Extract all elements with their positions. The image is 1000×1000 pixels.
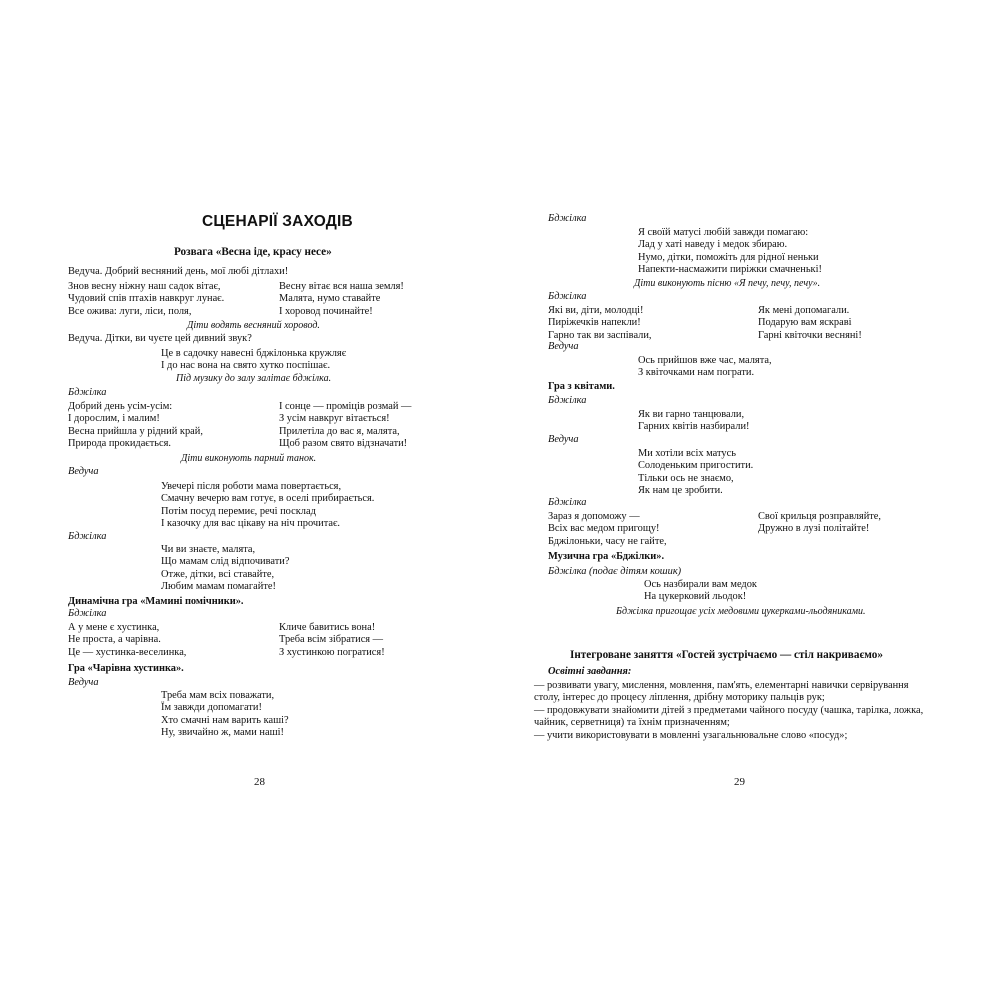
speaker-host-2: Ведуча [548, 434, 579, 445]
speaker-bee-3: Бджілка [68, 608, 107, 619]
poem-2-left: Які ви, діти, молодці! Пиріжечків напекли! Гарно так ви заспівали, [548, 305, 652, 341]
host-line-2: Ведуча. Дітки, ви чуєте цей дивний звук? [68, 333, 252, 344]
poem-1-right: Весну вітає вся наша земля! Малята, нумо ставайте І хоровод починайте! [279, 281, 404, 317]
page-title: СЦЕНАРІЇ ЗАХОДІВ [202, 213, 353, 230]
host-line-1: Ведуча. Добрий весняний день, мої любі дітлахи! [68, 266, 289, 277]
poem-7: Ось назбирали вам медок На цукерковий льодок! [644, 579, 757, 603]
speaker-bee-4: Бджілка [548, 497, 587, 508]
poem-2: Це в садочку навесні бджілонька кружляє І до нас вона на свято хутко поспішає. [161, 348, 347, 372]
poem-1: Я своїй матусі любій завжди помагаю: Лад у хаті наведу і медок збираю. Нумо, дітки, поможіть для рідної неньки Напекти-насмажити пиріжки смачненькі! [638, 227, 822, 276]
stage-direction-1: Діти виконують пісню «Я печу, печу, печу». [634, 278, 821, 289]
poem-4: Увечері після роботи мама повертається, Смачну вечерю вам готує, в оселі прибирається. Потім посуд перемиє, речі посклад І казочку для вас цікаву на ніч прочитає. [161, 481, 375, 530]
poem-3-left: Добрий день усім-усім: І дорослим, і малим! Весна прийшла у рідний край, Природа прокидається. [68, 401, 203, 450]
poem-6-right: Свої крильця розправляйте, Дружно в лузі політайте! [758, 511, 882, 535]
speaker-bee-2: Бджілка [548, 291, 587, 302]
tasks-heading: Освітні завдання: [548, 666, 632, 677]
speaker-host-4: Ведуча [68, 677, 99, 688]
speaker-bee-1: Бджілка [68, 387, 107, 398]
stage-direction-2: Бджілка пригощає усіх медовими цукерками-льодяниками. [616, 606, 866, 617]
poem-4: Як ви гарно танцювали, Гарних квітів назбирали! [638, 409, 750, 433]
speaker-host-3: Ведуча [68, 466, 99, 477]
speaker-bee-3: Бджілка [548, 395, 587, 406]
poem-5: Чи ви знаєте, малята, Що мамам слід відпочивати? Отже, дітки, всі ставайте, Любим мамам помагайте! [161, 544, 290, 593]
poem-5: Ми хотіли всіх матусь Солоденьким пригостити. Тільки ось не знаємо, Як нам це зробити. [638, 448, 754, 497]
poem-2-right: Як мені допомагали. Подарую вам яскраві Гарні квіточки весняні! [758, 305, 862, 341]
game-heading-1: Гра з квітами. [548, 381, 615, 392]
page-number: 28 [254, 776, 265, 788]
stage-direction-2: Під музику до залу залітає бджілка. [176, 373, 332, 384]
event-subtitle: Розвага «Весна іде, красу несе» [174, 246, 332, 258]
game-heading-2: Гра «Чарівна хустинка». [68, 663, 184, 674]
poem-1-left: Знов весну ніжну наш садок вітає, Чудовий спів птахів навкруг лунає. Все ожива: луги, ліси, поля, [68, 281, 225, 317]
game-heading-2: Музична гра «Бджілки». [548, 551, 665, 562]
speaker-bee-2: Бджілка [68, 531, 107, 542]
stage-direction-3: Діти виконують парний танок. [181, 453, 317, 464]
speaker-host-1: Ведуча [548, 341, 579, 352]
speaker-bee-1: Бджілка [548, 213, 587, 224]
speaker-bee-5: Бджілка (подає дітям кошик) [548, 566, 682, 577]
poem-3-right: І сонце — проміців розмай — З усім навкруг вітається! Прилетіла до вас я, малята, Щоб разом свято відзначати! [279, 401, 412, 450]
lesson-title: Інтегроване заняття «Гостей зустрічаємо — стіл накриваємо» [570, 649, 883, 661]
tasks-list: — розвивати увагу, мислення, мовлення, пам'ять, елементарні навички сервірування столу, інтерес до процесу ліплення, дрібну моторику пальців рук; — продовжувати знайомити дітей з предметами чайного посуду (чашка, тарілка, ложка, чайник, серветниця) та їхнім призначенням; — учити використовувати в мовленні узагальнювальне слово «посуд»; [534, 680, 924, 741]
stage-direction-1: Діти водять весняний хоровод. [187, 320, 320, 331]
poem-6-left: А у мене є хустинка, Не проста, а чарівна. Це — хустинка-веселинка, [68, 622, 187, 658]
poem-6-left: Зараз я допоможу — Всіх вас медом пригощу! Бджілоньки, часу не гайте, [548, 511, 667, 547]
poem-6-right: Кличе бавитись вона! Треба всім зібратися — З хустинкою погратися! [279, 622, 385, 658]
game-heading-1: Динамічна гра «Мамині помічники». [68, 596, 244, 607]
poem-3: Ось прийшов вже час, малята, З квіточками нам пограти. [638, 355, 772, 379]
page-number: 29 [734, 776, 745, 788]
poem-7: Треба мам всіх поважати, Їм завжди допомагати! Хто смачні нам варить каші? Ну, звичайно ж, мами наші! [161, 690, 289, 739]
